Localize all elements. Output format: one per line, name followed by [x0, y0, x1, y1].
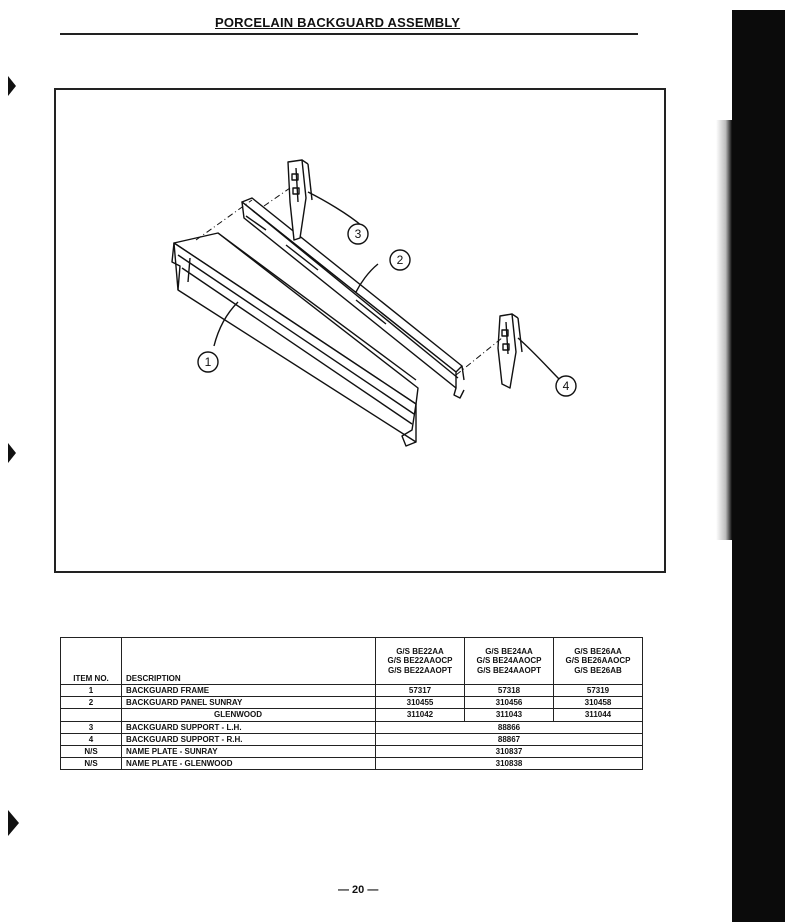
item-no-cell: N/S [61, 745, 122, 757]
common-part-number-cell: 88866 [376, 721, 643, 733]
part-number-cell: 310456 [465, 697, 554, 709]
table-row [61, 733, 643, 745]
callout-4: 4 [562, 379, 570, 393]
description-cell: NAME PLATE - GLENWOOD [122, 758, 376, 770]
header-model-group-2: G/S BE24AA G/S BE24AAOCP G/S BE24AAOPT [465, 638, 554, 685]
backguard-diagram [56, 90, 664, 571]
item-no-cell: 4 [61, 733, 122, 745]
backguard-support-lh-part [288, 160, 312, 240]
callout-3: 3 [354, 227, 362, 241]
part-number-cell: 57319 [554, 685, 643, 697]
parts-list-table [60, 637, 643, 770]
item-no-cell: 3 [61, 721, 122, 733]
common-part-number-cell: 310837 [376, 745, 643, 757]
header-item-no: ITEM NO. [61, 638, 122, 685]
description-cell: BACKGUARD SUPPORT - L.H. [122, 721, 376, 733]
scan-edge-shading [716, 120, 732, 540]
title-rule [60, 33, 638, 35]
part-number-cell: 57318 [465, 685, 554, 697]
table-row [61, 745, 643, 757]
part-number-cell: 311044 [554, 709, 643, 721]
common-part-number-cell: 88867 [376, 733, 643, 745]
table-row [61, 709, 643, 721]
callout-1: 1 [204, 355, 212, 369]
part-number-cell: 310458 [554, 697, 643, 709]
backguard-support-rh-part [498, 314, 522, 388]
table-row [61, 685, 643, 697]
part-number-cell: 311043 [465, 709, 554, 721]
backguard-frame-part [172, 233, 418, 446]
table-header-row [61, 638, 643, 685]
binder-hole-mark [8, 810, 19, 836]
callout-2: 2 [396, 253, 404, 267]
header-model-group-1: G/S BE22AA G/S BE22AAOCP G/S BE22AAOPT [376, 638, 465, 685]
header-description: DESCRIPTION [122, 638, 376, 685]
item-no-cell [61, 709, 122, 721]
binder-hole-mark [8, 443, 16, 463]
header-model-group-3: G/S BE26AA G/S BE26AAOCP G/S BE26AB [554, 638, 643, 685]
description-cell: BACKGUARD PANEL SUNRAY [122, 697, 376, 709]
item-no-cell: N/S [61, 758, 122, 770]
exploded-view-figure [54, 88, 666, 573]
table-row [61, 758, 643, 770]
page-number: — 20 — [338, 884, 379, 896]
description-cell: BACKGUARD SUPPORT - R.H. [122, 733, 376, 745]
common-part-number-cell: 310838 [376, 758, 643, 770]
description-cell: NAME PLATE - SUNRAY [122, 745, 376, 757]
part-number-cell: 57317 [376, 685, 465, 697]
item-no-cell: 2 [61, 697, 122, 709]
table-row [61, 721, 643, 733]
page-title: PORCELAIN BACKGUARD ASSEMBLY [215, 15, 461, 30]
part-number-cell: 311042 [376, 709, 465, 721]
item-no-cell: 1 [61, 685, 122, 697]
scan-dark-edge [732, 10, 785, 922]
table-row [61, 697, 643, 709]
part-number-cell: 310455 [376, 697, 465, 709]
description-cell: BACKGUARD FRAME [122, 685, 376, 697]
description-cell: GLENWOOD [122, 709, 376, 721]
binder-hole-mark [8, 76, 16, 96]
